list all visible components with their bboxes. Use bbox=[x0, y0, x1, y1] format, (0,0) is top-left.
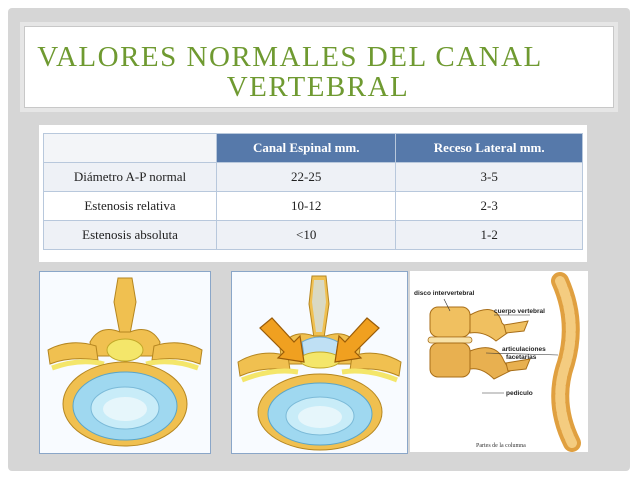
values-table-panel bbox=[39, 125, 587, 262]
row-label: Estenosis absoluta bbox=[44, 221, 217, 250]
cell-canal: <10 bbox=[217, 221, 396, 250]
label-pediculo: pediculo bbox=[506, 390, 533, 397]
table-row bbox=[44, 192, 583, 221]
cell-receso: 3-5 bbox=[396, 163, 583, 192]
normal-vertebra-illustration bbox=[40, 272, 210, 453]
normal-vertebra-figure bbox=[39, 271, 211, 454]
label-disco: disco intervertebral bbox=[414, 290, 475, 297]
cell-receso: 2-3 bbox=[396, 192, 583, 221]
table-header-row bbox=[44, 134, 583, 163]
slide-title bbox=[24, 42, 612, 102]
cell-canal: 22-25 bbox=[217, 163, 396, 192]
label-articulaciones-2: facetarias bbox=[506, 354, 537, 361]
values-table bbox=[43, 133, 583, 250]
stenosis-vertebra-illustration bbox=[232, 272, 407, 453]
spine-parts-illustration bbox=[410, 271, 588, 452]
label-articulaciones-1: articulaciones bbox=[502, 346, 546, 353]
label-cuerpo: cuerpo vertebral bbox=[494, 308, 545, 315]
spine-parts-figure bbox=[410, 271, 588, 452]
cell-canal: 10-12 bbox=[217, 192, 396, 221]
table-header-receso: Receso Lateral mm. bbox=[396, 134, 583, 163]
stenosis-vertebra-figure bbox=[231, 271, 408, 454]
row-label: Estenosis relativa bbox=[44, 192, 217, 221]
spinal-column-drawing bbox=[560, 281, 572, 443]
cell-receso: 1-2 bbox=[396, 221, 583, 250]
table-header-blank bbox=[44, 134, 217, 163]
row-label: Diámetro A-P normal bbox=[44, 163, 217, 192]
table-row bbox=[44, 163, 583, 192]
header-canal-label: Canal Espinal mm. bbox=[252, 140, 360, 155]
figure-caption: Partes de la columna bbox=[476, 443, 526, 449]
table-row bbox=[44, 221, 583, 250]
table-header-canal bbox=[217, 134, 396, 163]
title-line-1: VALORES NORMALES DEL CANAL bbox=[37, 41, 543, 73]
title-line-2: VERTEBRAL bbox=[226, 71, 410, 103]
